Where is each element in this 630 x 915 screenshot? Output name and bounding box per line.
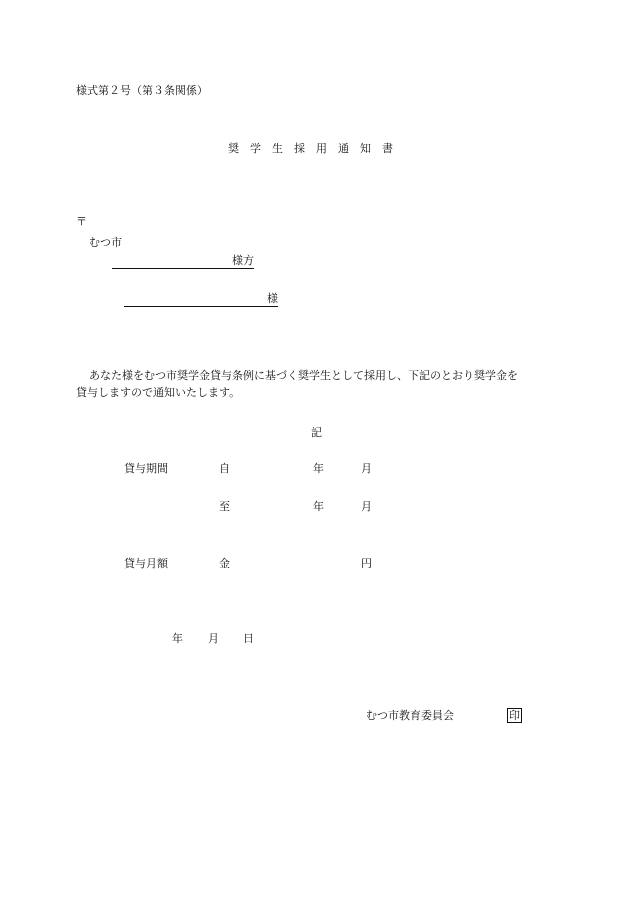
loan-period-from-label: 自 bbox=[219, 462, 230, 475]
date-year: 年 bbox=[172, 632, 183, 645]
monthly-amount-unit: 円 bbox=[361, 557, 372, 570]
monthly-amount-prefix: 金 bbox=[219, 557, 230, 570]
seal-mark: 印 bbox=[509, 709, 520, 722]
loan-period-to-month: 月 bbox=[361, 500, 372, 513]
issuer-name: むつ市教育委員会 bbox=[366, 709, 454, 722]
loan-period-from-month: 月 bbox=[361, 462, 372, 475]
body-text-line-2: 貸与しますので通知いたします。 bbox=[76, 386, 241, 399]
name-suffix: 様 bbox=[267, 292, 278, 305]
monthly-amount-label: 貸与月額 bbox=[124, 557, 168, 570]
postal-mark: 〒 bbox=[76, 215, 87, 228]
care-of-suffix: 様方 bbox=[232, 254, 254, 267]
loan-period-from-year: 年 bbox=[313, 462, 324, 475]
loan-period-to-label: 至 bbox=[219, 500, 230, 513]
recipient-name-line bbox=[124, 292, 278, 307]
form-number: 様式第２号（第３条関係） bbox=[76, 84, 208, 97]
body-text-line-1: あなた様をむつ市奨学金貸与条例に基づく奨学生として採用し、下記のとおり奨学金を bbox=[89, 369, 518, 382]
date-day: 日 bbox=[243, 632, 254, 645]
loan-period-label: 貸与期間 bbox=[124, 462, 168, 475]
care-of-line bbox=[112, 254, 254, 269]
loan-period-to-year: 年 bbox=[313, 500, 324, 513]
address-city: むつ市 bbox=[89, 236, 122, 249]
date-month: 月 bbox=[208, 632, 219, 645]
document-title: 奨 学 生 採 用 通 知 書 bbox=[228, 142, 393, 155]
record-label: 記 bbox=[311, 426, 322, 439]
